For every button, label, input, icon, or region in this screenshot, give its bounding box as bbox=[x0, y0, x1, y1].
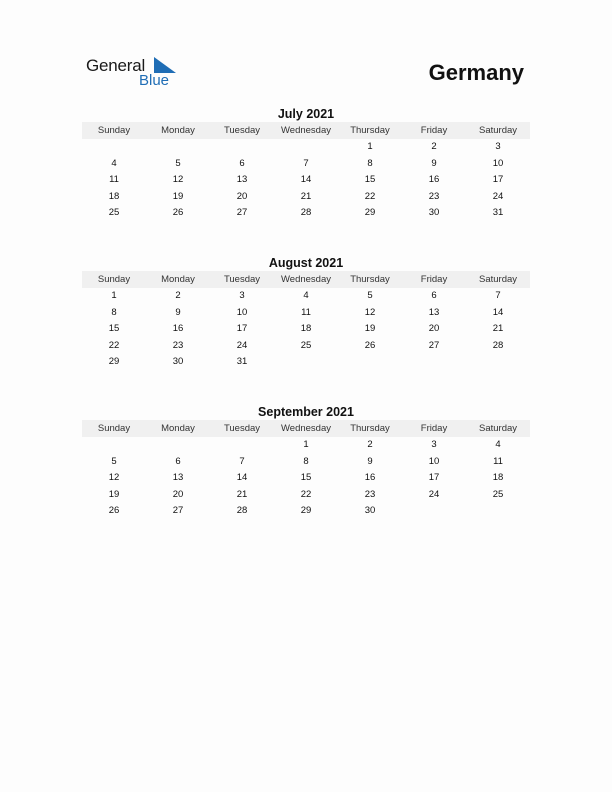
weekday-header: Friday bbox=[402, 420, 466, 437]
weekday-header: Sunday bbox=[82, 271, 146, 288]
day-cell: 15 bbox=[300, 472, 312, 484]
day-cell: 4 bbox=[111, 157, 117, 169]
weekday-header: Wednesday bbox=[274, 271, 338, 288]
day-cell: 8 bbox=[111, 306, 117, 318]
day-cell: 3 bbox=[495, 141, 501, 152]
day-cell: 25 bbox=[108, 207, 120, 219]
country-title: Germany bbox=[428, 60, 524, 85]
day-cell: 27 bbox=[428, 339, 440, 351]
day-cell: 10 bbox=[428, 455, 440, 467]
day-cell: 24 bbox=[428, 488, 440, 500]
day-cell bbox=[274, 139, 338, 156]
day-cell bbox=[146, 437, 210, 454]
day-cell: 3 bbox=[431, 439, 437, 450]
day-cell: 17 bbox=[236, 323, 248, 335]
day-cell: 2 bbox=[367, 439, 373, 450]
day-cell: 5 bbox=[175, 157, 181, 169]
day-cell: 20 bbox=[428, 323, 440, 335]
day-cell: 16 bbox=[364, 472, 376, 484]
day-cell: 30 bbox=[364, 505, 376, 517]
day-cell: 5 bbox=[111, 455, 117, 467]
day-cell: 13 bbox=[236, 174, 248, 186]
day-cell: 23 bbox=[364, 488, 376, 500]
day-cell: 12 bbox=[364, 306, 376, 318]
weekday-header: Friday bbox=[402, 122, 466, 139]
month-august-2021 bbox=[82, 255, 530, 371]
day-cell: 6 bbox=[431, 290, 437, 301]
month-title: September 2021 bbox=[258, 405, 354, 419]
day-cell: 18 bbox=[108, 190, 120, 202]
day-cell: 14 bbox=[492, 306, 504, 318]
day-cell: 10 bbox=[236, 306, 248, 318]
day-cell: 18 bbox=[300, 323, 312, 335]
weekday-header: Saturday bbox=[466, 420, 530, 437]
day-cell: 7 bbox=[495, 290, 501, 301]
calendar-grid bbox=[82, 122, 530, 222]
day-cell: 20 bbox=[236, 190, 248, 202]
day-cell: 28 bbox=[236, 505, 248, 517]
day-cell: 22 bbox=[108, 339, 120, 351]
weekday-header: Tuesday bbox=[210, 420, 274, 437]
day-cell: 10 bbox=[492, 157, 504, 169]
month-july-2021 bbox=[82, 106, 530, 222]
day-cell: 23 bbox=[172, 339, 184, 351]
weekday-header: Friday bbox=[402, 271, 466, 288]
month-september-2021 bbox=[82, 404, 530, 520]
day-cell: 30 bbox=[428, 207, 440, 219]
day-cell: 29 bbox=[364, 207, 376, 219]
day-cell: 16 bbox=[172, 323, 184, 335]
day-cell: 29 bbox=[108, 356, 120, 368]
day-cell: 7 bbox=[303, 157, 309, 169]
day-cell: 4 bbox=[495, 439, 501, 450]
calendar-grid bbox=[82, 271, 530, 371]
weekday-header: Saturday bbox=[466, 271, 530, 288]
day-cell bbox=[210, 437, 274, 454]
day-cell: 7 bbox=[239, 455, 245, 467]
day-cell: 12 bbox=[172, 174, 184, 186]
day-cell: 22 bbox=[364, 190, 376, 202]
day-cell: 1 bbox=[367, 141, 373, 152]
day-cell: 13 bbox=[428, 306, 440, 318]
day-cell: 5 bbox=[367, 290, 373, 301]
day-cell: 26 bbox=[108, 505, 120, 517]
weekday-header: Saturday bbox=[466, 122, 530, 139]
day-cell: 31 bbox=[492, 207, 504, 219]
day-cell: 28 bbox=[492, 339, 504, 351]
day-cell: 27 bbox=[172, 505, 184, 517]
logo-text-blue: Blue bbox=[139, 72, 170, 89]
weekday-header: Monday bbox=[146, 122, 210, 139]
weekday-header: Tuesday bbox=[210, 122, 274, 139]
day-cell: 11 bbox=[493, 455, 503, 467]
day-cell: 15 bbox=[108, 323, 120, 335]
day-cell: 11 bbox=[109, 174, 119, 186]
day-cell: 11 bbox=[301, 306, 311, 318]
day-cell: 28 bbox=[300, 207, 312, 219]
day-cell: 24 bbox=[236, 339, 248, 351]
day-cell: 16 bbox=[428, 174, 440, 186]
day-cell: 22 bbox=[300, 488, 312, 500]
weekday-header: Thursday bbox=[338, 122, 402, 139]
day-cell: 14 bbox=[236, 472, 248, 484]
day-cell: 24 bbox=[492, 190, 504, 202]
day-cell: 13 bbox=[172, 472, 184, 484]
day-cell: 3 bbox=[239, 290, 245, 301]
day-cell: 8 bbox=[303, 455, 309, 467]
day-cell: 21 bbox=[236, 488, 248, 500]
logo-triangle-icon bbox=[154, 57, 176, 73]
day-cell: 17 bbox=[492, 174, 504, 186]
day-cell: 2 bbox=[175, 290, 181, 301]
day-cell: 9 bbox=[175, 306, 181, 318]
day-cell: 19 bbox=[364, 323, 376, 335]
day-cell: 17 bbox=[428, 472, 440, 484]
day-cell: 21 bbox=[492, 323, 504, 335]
day-cell bbox=[82, 139, 146, 156]
day-cell: 21 bbox=[300, 190, 312, 202]
day-cell: 27 bbox=[236, 207, 248, 219]
day-cell: 4 bbox=[303, 290, 309, 301]
day-cell: 25 bbox=[492, 488, 504, 500]
generalblue-logo bbox=[86, 56, 186, 92]
day-cell bbox=[210, 139, 274, 156]
day-cell: 20 bbox=[172, 488, 184, 500]
day-cell: 9 bbox=[367, 455, 373, 467]
day-cell: 19 bbox=[108, 488, 120, 500]
day-cell: 23 bbox=[428, 190, 440, 202]
day-cell: 31 bbox=[236, 356, 248, 368]
weekday-header: Sunday bbox=[82, 420, 146, 437]
day-cell: 1 bbox=[303, 439, 309, 450]
day-cell: 14 bbox=[300, 174, 312, 186]
day-cell: 19 bbox=[172, 190, 184, 202]
day-cell: 26 bbox=[364, 339, 376, 351]
day-cell: 9 bbox=[431, 157, 437, 169]
day-cell: 8 bbox=[367, 157, 373, 169]
day-cell: 6 bbox=[175, 455, 181, 467]
day-cell: 18 bbox=[492, 472, 504, 484]
day-cell: 15 bbox=[364, 174, 376, 186]
day-cell: 26 bbox=[172, 207, 184, 219]
day-cell: 30 bbox=[172, 356, 184, 368]
day-cell bbox=[82, 437, 146, 454]
day-cell bbox=[146, 139, 210, 156]
day-cell: 29 bbox=[300, 505, 312, 517]
weekday-header: Monday bbox=[146, 420, 210, 437]
day-cell: 6 bbox=[239, 157, 245, 169]
calendar-grid bbox=[82, 420, 530, 520]
month-title: August 2021 bbox=[268, 256, 344, 270]
weekday-header: Thursday bbox=[338, 420, 402, 437]
weekday-header: Sunday bbox=[82, 122, 146, 139]
logo-text-general: General bbox=[86, 56, 146, 75]
day-cell: 25 bbox=[300, 339, 312, 351]
weekday-header: Wednesday bbox=[274, 420, 338, 437]
month-title: July 2021 bbox=[277, 107, 335, 121]
weekday-header: Thursday bbox=[338, 271, 402, 288]
day-cell: 1 bbox=[111, 290, 117, 301]
day-cell: 12 bbox=[108, 472, 120, 484]
day-cell: 2 bbox=[431, 141, 437, 152]
weekday-header: Wednesday bbox=[274, 122, 338, 139]
weekday-header: Tuesday bbox=[210, 271, 274, 288]
weekday-header: Monday bbox=[146, 271, 210, 288]
